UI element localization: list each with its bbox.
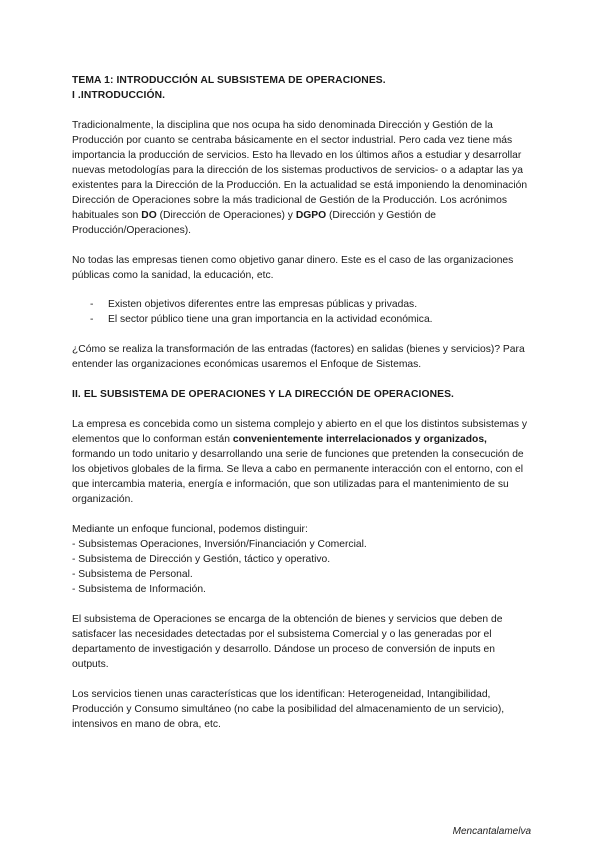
- list-item: - Subsistema de Personal.: [72, 569, 193, 580]
- document-page: [72, 73, 532, 732]
- list-item: - Subsistema de Información.: [72, 584, 206, 595]
- list-item: - Subsistemas Operaciones, Inversión/Financiación y Comercial.: [72, 539, 367, 550]
- section-2-paragraph-4: Los servicios tienen unas características que los identifican: Heterogeneidad, Intangibilidad, Producción y Consumo simultáneo (no cabe la posibilidad del almacenamiento de un servicio), intensivos en mano de obra, etc.: [72, 689, 505, 730]
- section-2-paragraph-3: El subsistema de Operaciones se encarga de la obtención de bienes y servicios que deben de satisfacer las necesidades detectadas por el subsistema Comercial y o las generadas por el departamento de investigación y desarrollo. Dándose un proceso de conversión de inputs en outputs.: [72, 614, 503, 670]
- section-1-title: I .INTRODUCCIÓN.: [72, 90, 166, 101]
- intro-paragraph-1: Tradicionalmente, la disciplina que nos ocupa ha sido denominada Dirección y Gestión de la Producción por cuanto se centraba básicamente en el sector industrial. Pero cada vez tiene más importancia la producción de servicios. Esto ha llevado en los últimos años a estudiar y desarrollar nuevas metodologías para la dirección de los sistemas productivos de servicios- o a adaptar las ya existentes para la Dirección de la Producción. En la actualidad se está imponiendo la denominación Dirección de Operaciones sobre la más tradicional de Gestión de la Producción. Los acrónimos habituales son DO (Dirección de Operaciones) y DGPO (Dirección y Gestión de Producción/Operaciones).: [72, 120, 528, 236]
- list-item: - El sector público tiene una gran importancia en la actividad económica.: [90, 314, 433, 325]
- intro-paragraph-2: No todas las empresas tienen como objetivo ganar dinero. Este es el caso de las organizaciones públicas como la sanidad, la educación, etc.: [72, 255, 514, 281]
- list-item: - Existen objetivos diferentes entre las empresas públicas y privadas.: [90, 299, 418, 310]
- intro-bullet-list: [72, 297, 532, 327]
- section-2-list-intro: Mediante un enfoque funcional, podemos distinguir:: [72, 524, 308, 535]
- list-item: - Subsistema de Dirección y Gestión, táctico y operativo.: [72, 554, 331, 565]
- subsystem-list: [72, 537, 532, 597]
- acronym-do: DO: [141, 210, 157, 221]
- section-2-title: II. EL SUBSISTEMA DE OPERACIONES Y LA DIRECCIÓN DE OPERACIONES.: [72, 389, 455, 400]
- topic-title: TEMA 1: INTRODUCCIÓN AL SUBSISTEMA DE OPERACIONES.: [72, 75, 386, 86]
- footer-watermark: Mencantalamelva: [452, 826, 531, 837]
- acronym-dgpo: DGPO: [295, 210, 327, 221]
- intro-paragraph-3: ¿Cómo se realiza la transformación de las entradas (factores) en salidas (bienes y servicios)? Para entender las organizaciones económicas usaremos el Enfoque de Sistemas.: [72, 344, 525, 370]
- bold-phrase: convenientemente interrelacionados y organizados,: [232, 434, 487, 445]
- section-2-paragraph-1: La empresa es concebida como un sistema complejo y abierto en el que los distintos subsistemas y elementos que lo conforman están convenientemente interrelacionados y organizados, formando un todo unitario y desarrollando una serie de funciones que pretenden la consecución de los objetivos globales de la firma. Se lleva a cabo en permanente interacción con el entorno, con el que intercambia materia, energía e información, que son utilizadas para el mantenimiento de su organización.: [72, 419, 528, 505]
